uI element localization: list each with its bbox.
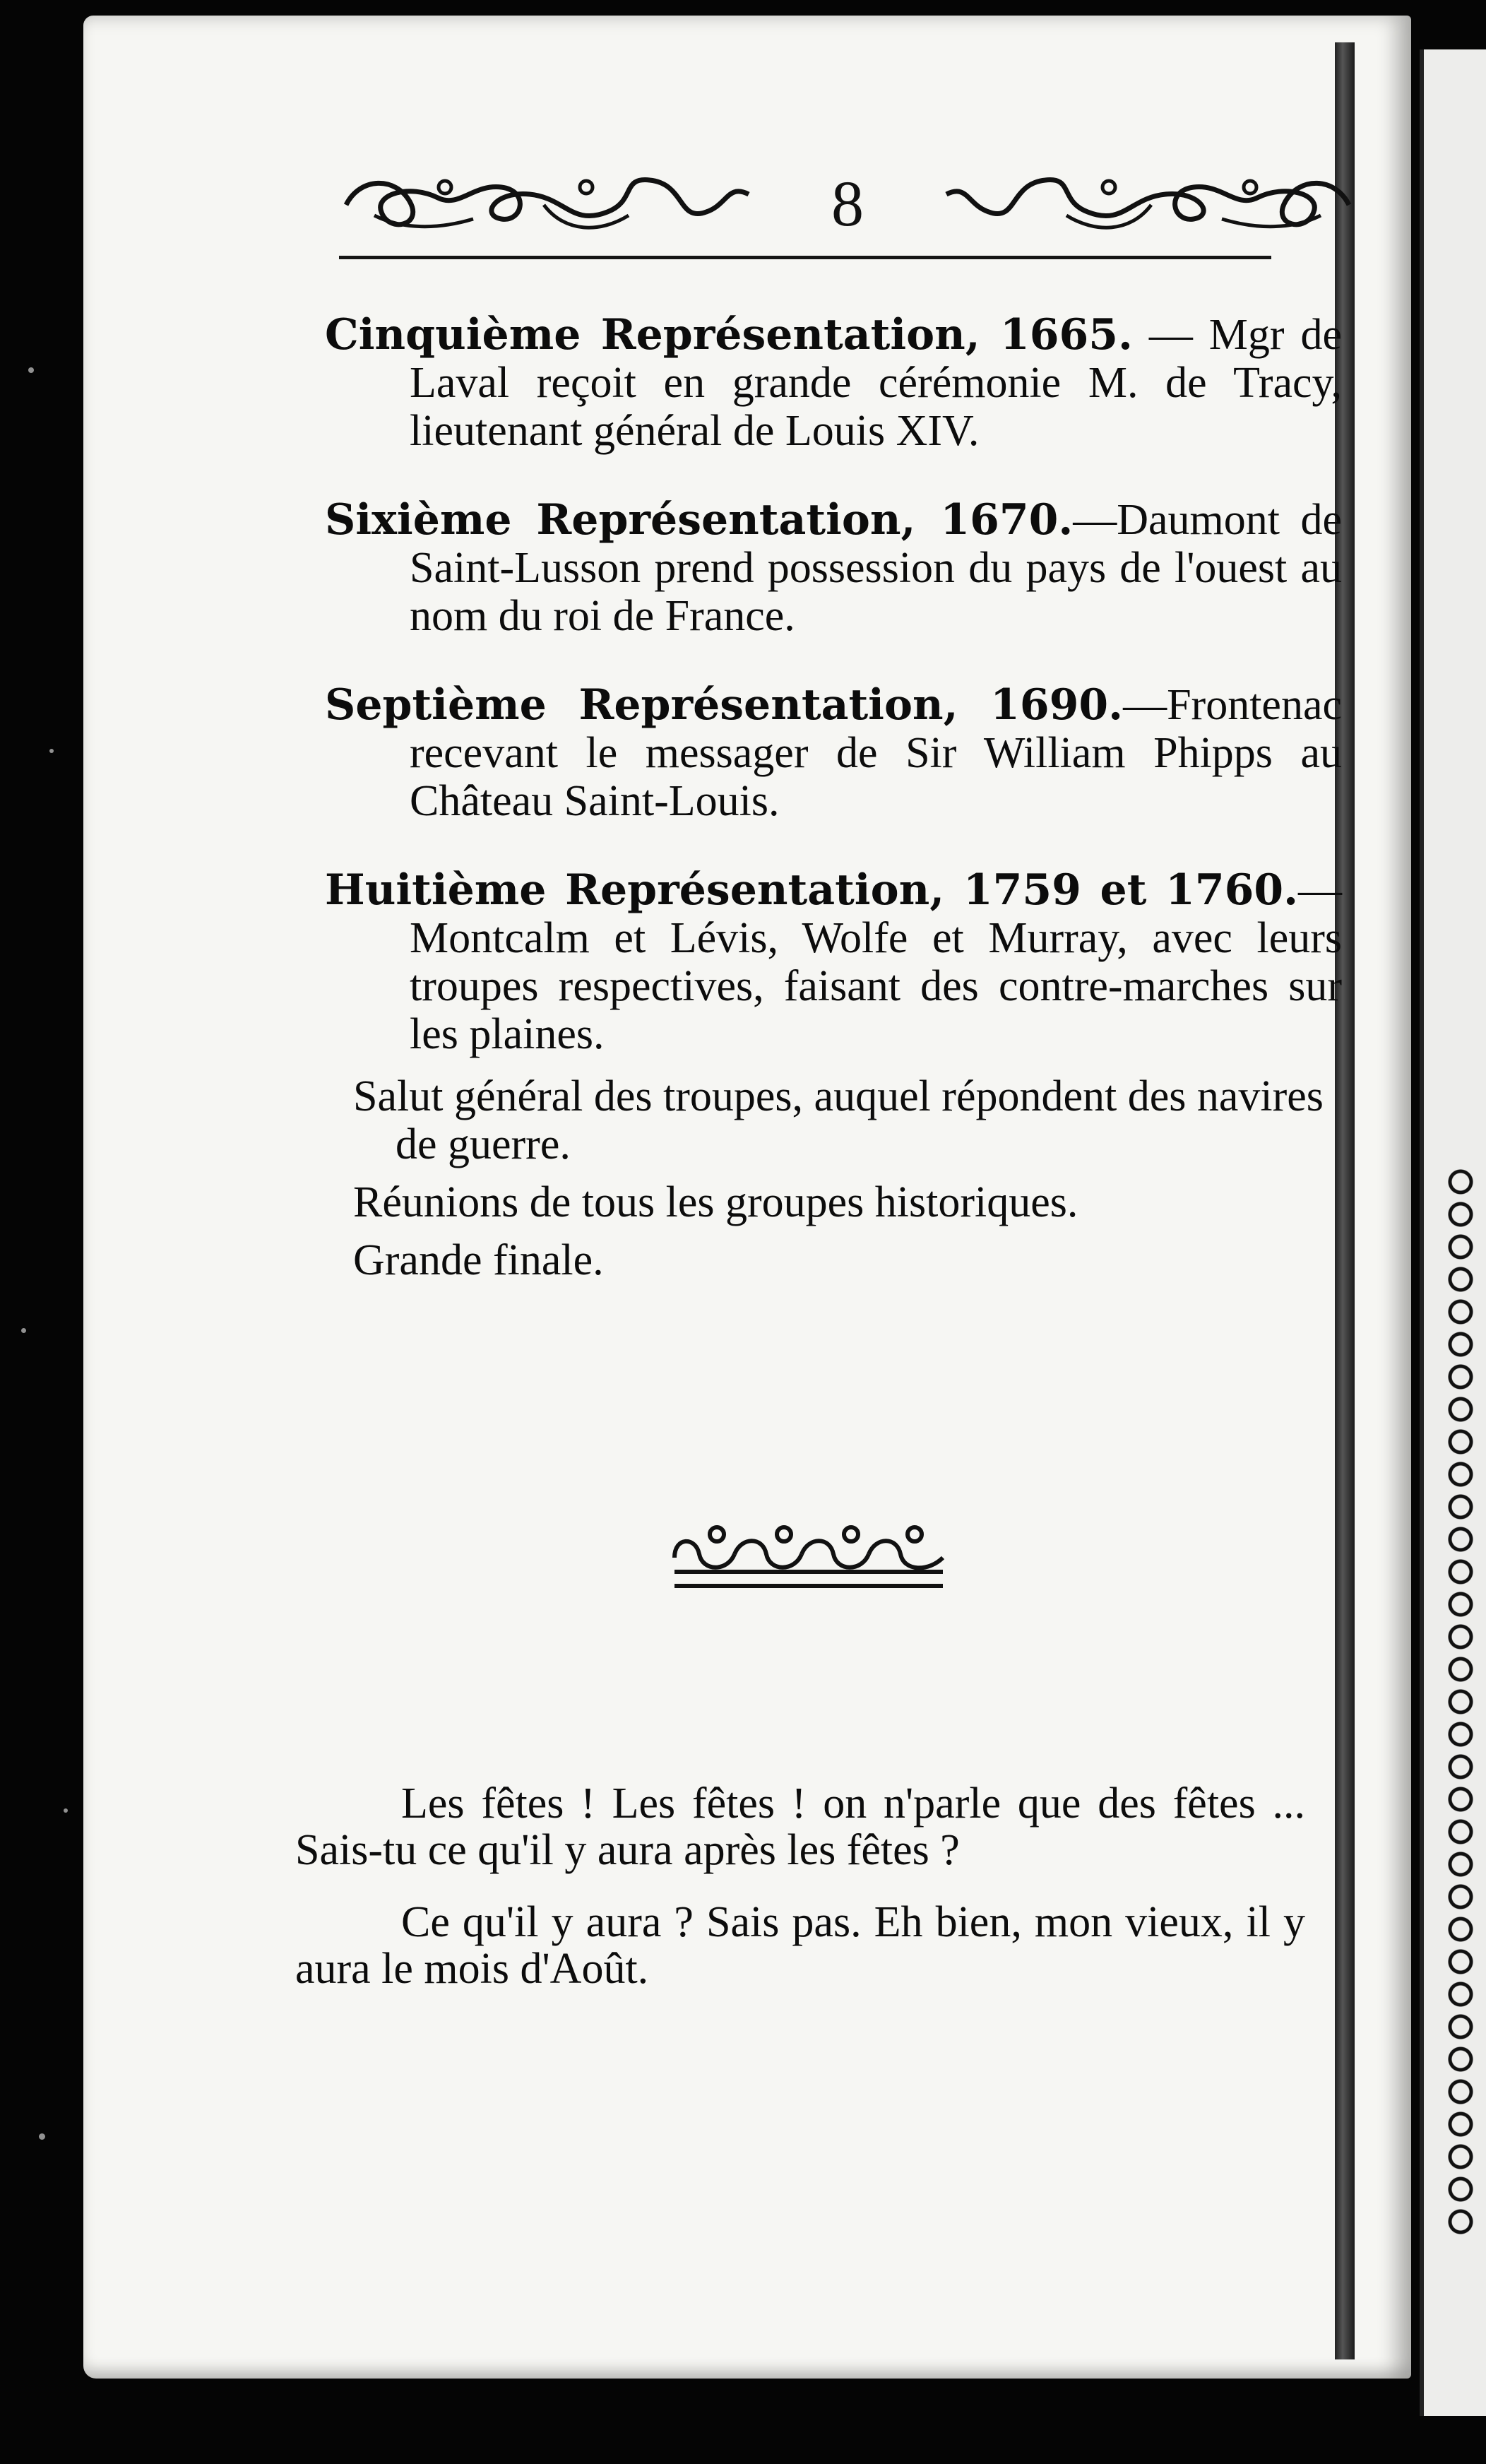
entry-seventh (325, 681, 1342, 825)
entry-sixth (325, 496, 1342, 640)
anecdote-paragraph: Les fêtes ! Les fêtes ! on n'parle que des fêtes ... Sais-tu ce qu'il y aura après les fêtes ? (295, 1779, 1305, 1874)
entry-separator: — (1298, 866, 1342, 914)
closing-anecdote (295, 1780, 1305, 2018)
page-number: 8 (831, 167, 864, 239)
entry-heading: Huitième Représentation, 1759 et 1760. (325, 865, 1298, 915)
entry-paragraph (325, 311, 1342, 455)
floral-band-ornament-icon (667, 1519, 950, 1597)
page-header (332, 141, 1363, 254)
extra-line-salute: Salut général des troupes, auquel répondent des navires de guerre. (353, 1072, 1324, 1168)
scroll-ornament-left-icon (332, 162, 756, 240)
program-entries (325, 311, 1342, 1294)
entry-heading: Septième Représentation, 1690. (325, 680, 1124, 730)
extra-line-reunion: Réunions de tous les groupes historiques. (353, 1178, 1078, 1226)
anecdote-paragraph: Ce qu'il y aura ? Sais pas. Eh bien, mon vieux, il y aura le mois d'Août. (295, 1898, 1305, 1993)
scan-speck (39, 2133, 45, 2140)
header-rule (339, 256, 1271, 259)
scan-speck (64, 1808, 68, 1813)
entry-text: Frontenac recevant le messager de Sir William Phipps au Château Saint-Louis. (410, 681, 1342, 825)
entry-heading: Cinquième Représentation, 1665. (325, 310, 1133, 360)
scan-speck (28, 367, 34, 373)
entry-paragraph (325, 496, 1342, 640)
scan-speck (21, 1328, 26, 1333)
entry-eighth (325, 866, 1342, 1058)
entry-paragraph (325, 866, 1342, 1058)
entry-fifth (325, 311, 1342, 455)
entry-separator: — (1123, 681, 1167, 729)
scroll-ornament-right-icon (939, 162, 1363, 240)
entry-text: Daumont de Saint-Lusson prend possession du pays de l'ouest au nom du roi de France. (410, 496, 1343, 640)
scan-speck (49, 749, 54, 753)
entry-text: Mgr de Laval reçoit en grande cérémonie M. de Tracy, lieutenant général de Louis XIV. (410, 311, 1342, 455)
entry-separator: — (1132, 311, 1209, 359)
entry-text: Montcalm et Lévis, Wolfe et Murray, avec leurs troupes respectives, faisant des contre-marches sur les plaines. (410, 914, 1342, 1058)
binding-chain-pattern (1441, 1166, 1483, 2239)
entry-heading: Sixième Représentation, 1670. (325, 495, 1074, 545)
extra-line-finale: Grande finale. (353, 1236, 604, 1284)
entry-separator: — (1073, 496, 1117, 544)
entry-paragraph (325, 681, 1342, 825)
